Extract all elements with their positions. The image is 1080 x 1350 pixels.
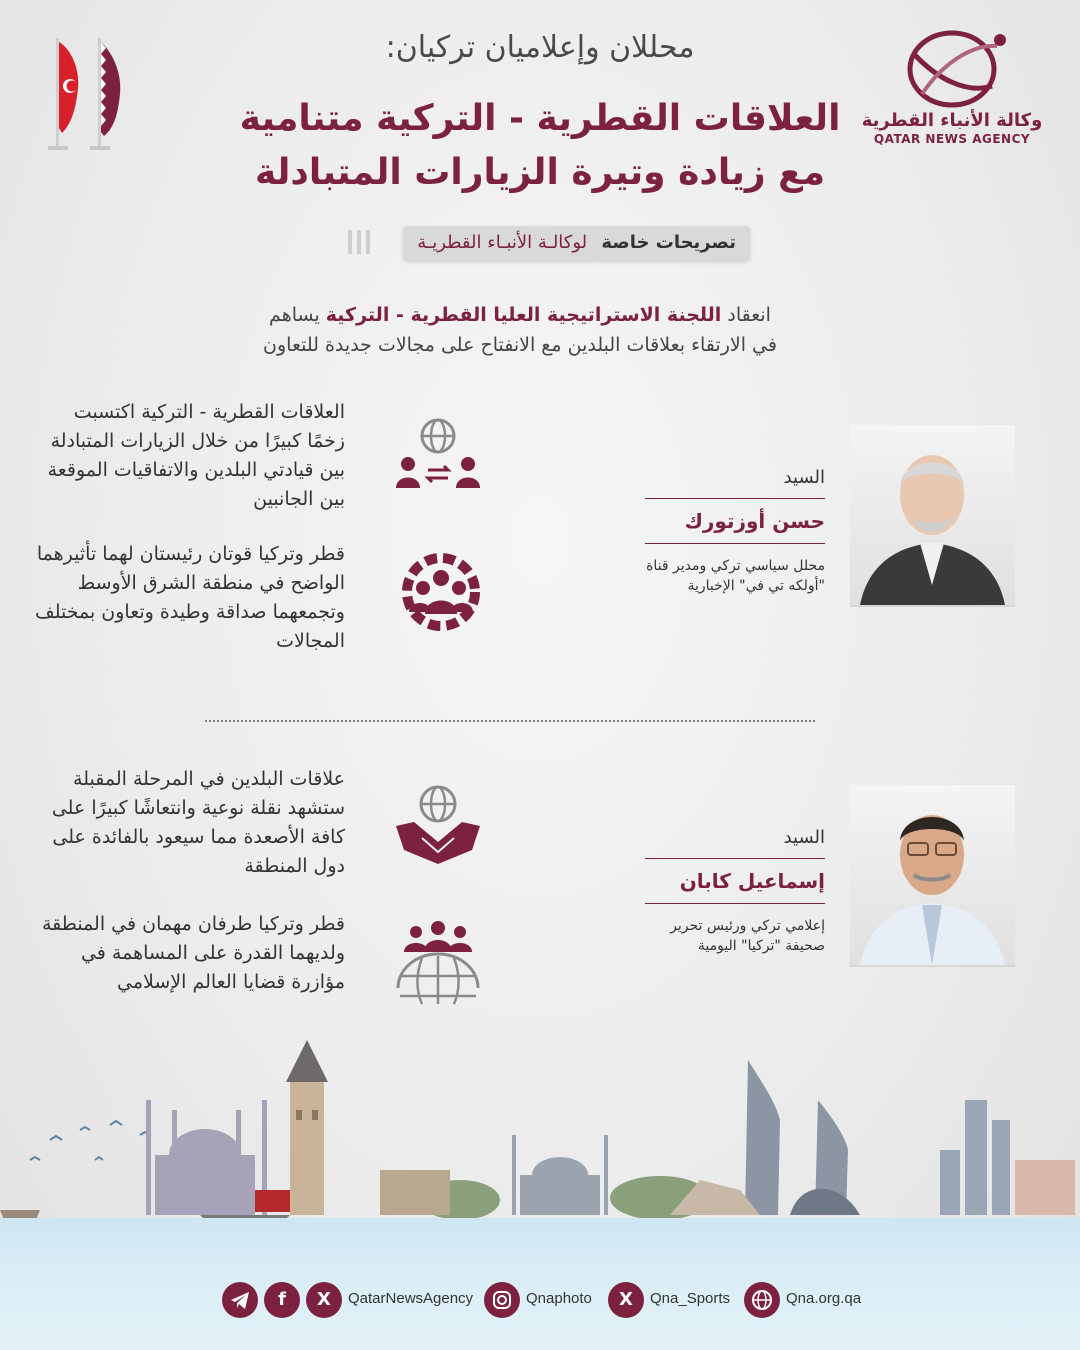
person2-divider-2 bbox=[645, 903, 825, 904]
intro-line1-post: يساهم bbox=[269, 304, 326, 326]
website-link[interactable]: Qna.org.qa bbox=[786, 1290, 862, 1307]
person1-photo bbox=[850, 425, 1015, 607]
flags-illustration bbox=[30, 28, 130, 153]
intro-text bbox=[220, 300, 820, 360]
quote-2: قطر وتركيا قوتان رئيستان لهما تأثيرهما الواضح في منطقة الشرق الأوسط وتجمعهما صداقة وطيدة وتعاون بمختلف المجالات bbox=[35, 543, 345, 652]
quote-4: قطر وتركيا طرفان مهمان في المنطقة ولديهما القدرة على المساهمة في مؤازرة قضايا العالم الإسلامي bbox=[41, 913, 345, 993]
special-label: تصريحات خاصة bbox=[601, 232, 736, 253]
person2-info bbox=[645, 827, 825, 956]
person1-divider-2 bbox=[645, 543, 825, 544]
person-card-2 bbox=[645, 785, 1015, 970]
intro-line1 bbox=[220, 300, 820, 330]
intro-line1-committee: اللجنة الاستراتيجية العليا القطرية bbox=[410, 304, 722, 326]
facebook-icon[interactable]: f bbox=[264, 1282, 300, 1318]
globe-icon[interactable] bbox=[744, 1282, 780, 1318]
instagram-icon[interactable] bbox=[484, 1282, 520, 1318]
group-globe-icon bbox=[392, 918, 484, 1010]
person1-info bbox=[645, 467, 825, 596]
logo-arabic-text: وكالة الأنباء القطرية bbox=[861, 110, 1043, 131]
person1-name: حسن أوزتورك bbox=[684, 509, 825, 533]
person-card-1 bbox=[645, 425, 1015, 610]
person1-title: السيد bbox=[783, 467, 825, 488]
globe-people-exchange-icon bbox=[392, 414, 484, 506]
person1-role: محلل سياسي تركي ومدير قناة "أولكه تي في" الإخبارية bbox=[646, 558, 825, 594]
qna-emblem-icon bbox=[852, 24, 1052, 114]
social-handle-photo[interactable]: Qnaphoto bbox=[526, 1290, 592, 1307]
person2-photo bbox=[850, 785, 1015, 967]
x-twitter-icon[interactable]: X bbox=[306, 1282, 342, 1318]
qna-logo bbox=[852, 24, 1052, 154]
globe-handshake-icon bbox=[392, 780, 484, 872]
skyline-illustration bbox=[0, 1040, 1080, 1240]
quote-1: العلاقات القطرية - التركية اكتسبت زخمًا كبيرًا من خلال الزيارات المتبادلة بين قيادتي البلدين والاتفاقيات الموقعة بين الجانبين bbox=[47, 401, 345, 510]
x-twitter-icon-sports[interactable]: X bbox=[608, 1282, 644, 1318]
special-statements-box bbox=[403, 226, 750, 260]
logo-english-text: QATAR NEWS AGENCY bbox=[873, 132, 1031, 146]
social-links-bar bbox=[222, 1282, 862, 1322]
intro-line1-dash: - bbox=[389, 304, 411, 326]
page-title-line1: العلاقات القطرية - التركية متنامية bbox=[239, 98, 841, 139]
header-kicker: محللان وإعلاميان تركيان: bbox=[385, 30, 695, 65]
intro-line2: في الارتقاء بعلاقات البلدين مع الانفتاح على مجالات جديدة للتعاون bbox=[263, 334, 777, 356]
page-title-line2: مع زيادة وتيرة الزيارات المتبادلة bbox=[255, 152, 825, 193]
social-handle-qna[interactable]: QatarNewsAgency bbox=[348, 1290, 474, 1307]
special-source: لوكالـة الأنبـاء القطريـة bbox=[417, 232, 588, 253]
person1-divider bbox=[645, 498, 825, 499]
person2-title: السيد bbox=[783, 827, 825, 848]
telegram-icon[interactable] bbox=[222, 1282, 258, 1318]
person2-role: إعلامي تركي ورئيس تحرير صحيفة "تركيا" اليومية bbox=[670, 918, 825, 954]
person2-name: إسماعيل كابان bbox=[679, 869, 825, 893]
intro-line1-turkish: التركية bbox=[325, 304, 390, 326]
intro-line1-pre: انعقاد bbox=[721, 304, 771, 326]
quote-3: علاقات البلدين في المرحلة المقبلة ستشهد نقلة نوعية وانتعاشًا كبيرًا على كافة الأصعدة مما سيعود بالفائدة على دول المنطقة bbox=[51, 768, 345, 877]
gear-group-icon bbox=[395, 548, 487, 640]
decorative-bars bbox=[348, 230, 375, 258]
section-divider bbox=[205, 720, 815, 722]
social-handle-sports[interactable]: Qna_Sports bbox=[650, 1290, 731, 1307]
special-statements-tag bbox=[340, 222, 750, 262]
person2-divider bbox=[645, 858, 825, 859]
